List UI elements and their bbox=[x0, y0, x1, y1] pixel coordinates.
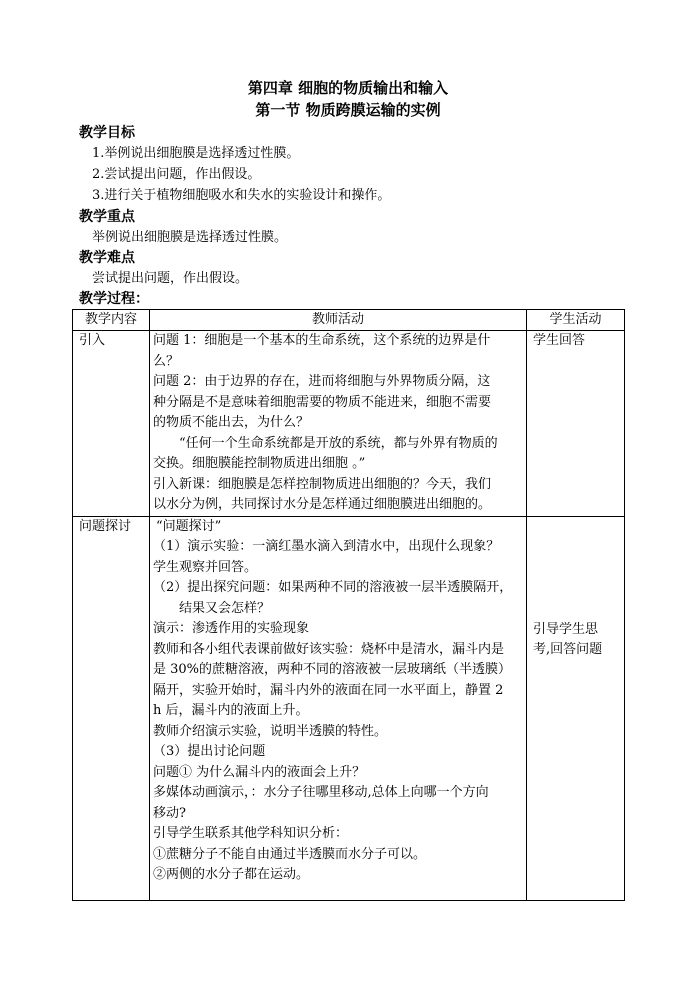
teacher-line: （3）提出讨论问题 bbox=[153, 744, 266, 759]
teacher-line: ①蔗糖分子不能自由通过半透膜而水分子可以。 bbox=[153, 846, 427, 862]
teacher-line: 教师和各小组代表课前做好该实验：烧杯中是清水，漏斗内是 bbox=[153, 641, 505, 657]
teacher-line: ②两侧的水分子都在运动。 bbox=[153, 867, 310, 882]
section-title: 第一节 物质跨膜运输的实例 bbox=[255, 101, 441, 119]
objective-item: 3.进行关于植物细胞吸水和失水的实验设计和操作。 bbox=[92, 188, 391, 203]
process-heading: 教学过程： bbox=[79, 291, 149, 307]
table-row bbox=[73, 516, 625, 900]
teaching-process-table bbox=[72, 309, 625, 901]
student-line: 考,回答问题 bbox=[533, 642, 603, 657]
teacher-line: 以水分为例，共同探讨水分是怎样通过细胞膜进出细胞的。 bbox=[153, 497, 492, 512]
teacher-line: 引导学生联系其他学科知识分析： bbox=[153, 826, 349, 841]
teacher-line: 多媒体动画演示，：水分子往哪里移动,总体上向哪一个方向 bbox=[153, 785, 489, 800]
teacher-cell bbox=[150, 516, 527, 900]
teacher-line: 教师介绍演示实验，说明半透膜的特性。 bbox=[153, 723, 388, 739]
teacher-line: 种分隔是不是意味着细胞需要的物质不能进来，细胞不需要 bbox=[153, 394, 492, 410]
teacher-line: 交换。细胞膜能控制物质进出细胞 。” bbox=[153, 456, 366, 471]
content-cell: 问题探讨 bbox=[73, 516, 150, 900]
content-cell: 引入 bbox=[73, 331, 150, 517]
student-line: 引导学生思 bbox=[533, 621, 599, 637]
table-header-row bbox=[73, 310, 625, 331]
objective-item: 2.尝试提出问题，作出假设。 bbox=[92, 167, 261, 182]
column-header-teacher: 教师活动 bbox=[150, 310, 527, 331]
table-row bbox=[73, 331, 625, 517]
teacher-line: “任何一个生命系统都是开放的系统，都与外界有物质的 bbox=[179, 435, 498, 451]
teacher-line: 的物质不能出去，为什么？ bbox=[153, 415, 310, 430]
teacher-line: “问题探讨” bbox=[156, 518, 222, 534]
objective-item: 1.举例说出细胞膜是选择透过性膜。 bbox=[92, 146, 300, 161]
chapter-title: 第四章 细胞的物质输出和输入 bbox=[247, 79, 449, 97]
student-cell bbox=[527, 516, 625, 900]
column-header-student: 学生活动 bbox=[527, 310, 625, 331]
objectives-heading: 教学目标 bbox=[79, 125, 135, 141]
teacher-line: 是 30%的蔗糖溶液，两种不同的溶液被一层玻璃纸（半透膜） bbox=[153, 662, 512, 677]
teacher-line: 问题 1：细胞是一个基本的生命系统，这个系统的边界是什 bbox=[153, 333, 491, 348]
student-cell bbox=[527, 331, 625, 517]
teacher-line: （2）提出探究问题：如果两种不同的溶液被一层半透膜隔开， bbox=[153, 580, 513, 595]
column-header-content: 教学内容 bbox=[73, 310, 150, 331]
teacher-line: 学生观察并回答。 bbox=[153, 559, 258, 575]
teacher-line: 问题① 为什么漏斗内的液面会上升？ bbox=[153, 764, 366, 780]
teacher-line: 隔开，实验开始时，漏斗内外的液面在同一水平面上，静置 2 bbox=[153, 682, 504, 698]
teacher-line: 结果又会怎样？ bbox=[179, 600, 271, 616]
difficulty-text: 尝试提出问题，作出假设。 bbox=[92, 271, 249, 286]
difficulty-heading: 教学难点 bbox=[79, 250, 135, 266]
teacher-line: 么？ bbox=[153, 353, 180, 369]
teacher-line: （1）演示实验：一滴红墨水滴入到清水中，出现什么现象？ bbox=[153, 539, 500, 554]
key-point-text: 举例说出细胞膜是选择透过性膜。 bbox=[92, 230, 288, 245]
teacher-line: 问题 2：由于边界的存在，进而将细胞与外界物质分隔，这 bbox=[153, 374, 491, 389]
teacher-line: 演示：渗透作用的实验现象 bbox=[153, 621, 310, 636]
teacher-line: 引入新课：细胞膜是怎样控制物质进出细胞的？今天，我们 bbox=[153, 476, 492, 492]
key-point-heading: 教学重点 bbox=[79, 209, 135, 225]
student-line: 学生回答 bbox=[533, 333, 586, 348]
teacher-cell bbox=[150, 331, 527, 517]
teacher-line: h 后，漏斗内的液面上升。 bbox=[153, 703, 309, 718]
teacher-line: 移动? bbox=[153, 805, 186, 821]
